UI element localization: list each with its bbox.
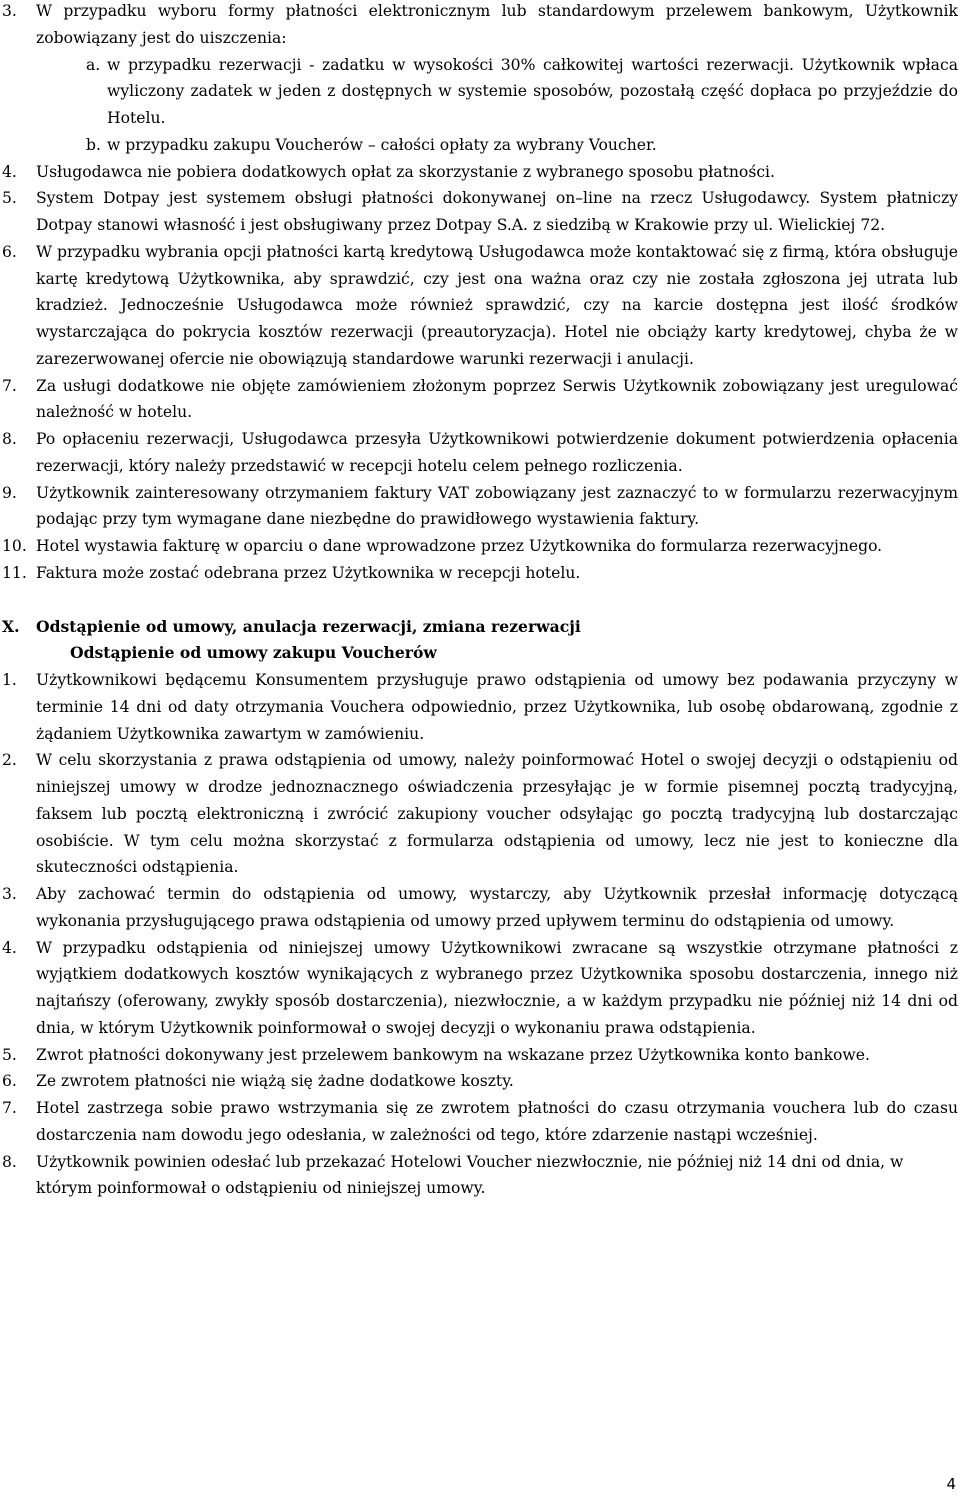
list-item-6 <box>0 239 958 373</box>
list-item-text: W przypadku wybrania opcji płatności kartą kredytową Usługodawca może kontaktować się z firmą, która obsługuje kartę kredytową Użytkownika, aby sprawdzić, czy jest ona ważna oraz czy nie została zgłoszona jej utrata lub kradzież. Jednocześnie Usługodawca może również sprawdzić, czy na karcie dostępna jest ilość środków wystarczająca do pokrycia kosztów rezerwacji (preautoryzacja). Hotel nie obciąży karty kredytowej, chyba że w zarezerwowanej ofercie nie obowiązują standardowe warunki rezerwacji i anulacji. <box>36 242 958 368</box>
list-item-number: 11. <box>2 563 27 582</box>
sub-item-letter: a. <box>86 55 101 74</box>
list-item-text: Faktura może zostać odebrana przez Użytkownika w recepcji hotelu. <box>36 563 581 582</box>
list-item-x-4 <box>0 935 958 1042</box>
list-item-text: W przypadku wyboru formy płatności elektronicznym lub standardowym przelewem bankowym, Użytkownik zobowiązany jest do uiszczenia: <box>36 2 958 47</box>
list-item-number: 3. <box>2 885 17 903</box>
list-item-text: W przypadku odstąpienia od niniejszej umowy Użytkownikowi zwracane są wszystkie otrzymane płatności z wyjątkiem dodatkowych kosztów wynikających z wybranego przez Użytkownika sposobu dostarczenia, innego niż najtańszy (oferowany, zwykły sposób dostarczenia), niezwłocznie, a w każdym przypadku nie później niż 14 dni od dnia, w którym Użytkownik poinformował o swojej decyzji o wykonaniu prawa odstąpienia. <box>36 938 958 1037</box>
list-item-text: Ze zwrotem płatności nie wiążą się żadne dodatkowe koszty. <box>36 1072 514 1091</box>
list-item-number: 7. <box>2 376 17 395</box>
list-item-4 <box>0 159 958 186</box>
list-item-number: 6. <box>2 1072 17 1091</box>
list-item-text: Usługodawca nie pobiera dodatkowych opłat za skorzystanie z wybranego sposobu płatności. <box>36 162 775 181</box>
list-item-9 <box>0 480 958 534</box>
list-item-text: Aby zachować termin do odstąpienia od umowy, wystarczy, aby Użytkownik przesłał informację dotyczącą wykonania przysługującego prawa odstąpienia od umowy przed upływem terminu do odstąpienia od umowy. <box>36 885 958 930</box>
sub-item-text: w przypadku zakupu Voucherów – całości opłaty za wybrany Voucher. <box>107 135 657 154</box>
page-number: 4 <box>946 1475 956 1493</box>
list-item-number: 6. <box>2 242 17 261</box>
list-item-number: 2. <box>2 751 17 770</box>
list-item-10 <box>0 533 958 560</box>
list-item-number: 1. <box>2 671 17 689</box>
list-item-text: Użytkownikowi będącemu Konsumentem przysługuje prawo odstąpienia od umowy bez podawania przyczyny w terminie 14 dni od daty otrzymania Vouchera odpowiednio, przez Użytkownika, lub osobę obdarowaną, zgodnie z żądaniem Użytkownika zawartym w zamówieniu. <box>36 671 958 743</box>
list-item-text: Hotel zastrzega sobie prawo wstrzymania się ze zwrotem płatności do czasu otrzymania vouchera lub do czasu dostarczenia nam dowodu jego odesłania, w zależności od tego, które zdarzenie nastąpi wcześniej. <box>36 1099 958 1144</box>
list-item-text: Zwrot płatności dokonywany jest przelewem bankowym na wskazane przez Użytkownika konto bankowe. <box>36 1045 870 1064</box>
list-item-x-3 <box>0 881 958 935</box>
list-item-number: 8. <box>2 1152 17 1171</box>
list-item-x-6 <box>0 1068 958 1095</box>
list-item-text: W celu skorzystania z prawa odstąpienia od umowy, należy poinformować Hotel o swojej decyzji o odstąpieniu od niniejszej umowy w drodze jednoznacznego oświadczenia przesyłając je w formie pisemnej pocztą tradycyjną, faksem lub pocztą elektroniczną i zwrócić zakupiony voucher odsyłając go pocztą tradycyjną lub dostarczając osobiście. W tym celu można skorzystać z formularza odstąpienia od umowy, lecz nie jest to konieczne dla skuteczności odstąpienia. <box>36 751 958 877</box>
list-item-text: Za usługi dodatkowe nie objęte zamówieniem złożonym poprzez Serwis Użytkownik zobowiązany jest uregulować należność w hotelu. <box>36 376 958 422</box>
list-item-number: 5. <box>2 189 17 208</box>
list-item-5 <box>0 185 958 239</box>
list-item-number: 4. <box>2 938 17 957</box>
list-item-text: Hotel wystawia fakturę w oparciu o dane wprowadzone przez Użytkownika do formularza rezerwacyjnego. <box>36 537 883 555</box>
sub-item-text: w przypadku rezerwacji - zadatku w wysokości 30% całkowitej wartości rezerwacji. Użytkownik wpłaca wyliczony zadatek w jeden z dostępnych w systemie sposobów, pozostałą część dopłaca po przyjeździe do Hotelu. <box>107 55 958 127</box>
list-item-number: 5. <box>2 1045 17 1064</box>
list-item-x-5 <box>0 1042 958 1069</box>
section-title <box>0 614 958 641</box>
list-item-number: 9. <box>2 483 17 502</box>
list-item-11 <box>0 560 958 587</box>
list-item-text: Użytkownik zainteresowany otrzymaniem faktury VAT zobowiązany jest zaznaczyć to w formularzu rezerwacyjnym podając przy tym wymagane dane niezbędne do prawidłowego wystawienia faktury. <box>36 483 958 529</box>
sub-item-letter: b. <box>86 135 101 154</box>
list-item-7 <box>0 373 958 427</box>
list-item-x-8 <box>0 1149 958 1203</box>
section-subtitle: Odstąpienie od umowy zakupu Voucherów <box>70 643 437 663</box>
sub-item-b <box>0 132 958 159</box>
section-number: X. <box>2 616 20 636</box>
list-item-x-1 <box>0 667 958 747</box>
list-item-number: 3. <box>2 2 17 20</box>
list-item-number: 7. <box>2 1099 17 1117</box>
list-item-x-7 <box>0 1095 958 1149</box>
list-item-number: 4. <box>2 162 17 181</box>
list-item-8 <box>0 426 958 480</box>
list-item-text: System Dotpay jest systemem obsługi płatności dokonywanej on–line na rzecz Usługodawcy. System płatniczy Dotpay stanowi własność i jest obsługiwany przez Dotpay S.A. z siedzibą w Krakowie przy ul. Wielickiej 72. <box>36 189 958 234</box>
list-item-text: Po opłaceniu rezerwacji, Usługodawca przesyła Użytkownikowi potwierdzenie dokument potwierdzenia opłacenia rezerwacji, który należy przedstawić w recepcji hotelu celem pełnego rozliczenia. <box>36 430 958 475</box>
sub-item-a <box>0 52 958 132</box>
list-item-number: 8. <box>2 430 17 448</box>
list-item-number: 10. <box>2 537 27 555</box>
list-item-3 <box>0 0 958 52</box>
section-title-text: Odstąpienie od umowy, anulacja rezerwacji, zmiana rezerwacji <box>36 616 581 636</box>
list-item-text: Użytkownik powinien odesłać lub przekazać Hotelowi Voucher niezwłocznie, nie później niż 14 dni od dnia, w którym poinformował o odstąpieniu od niniejszej umowy. <box>36 1152 904 1198</box>
list-item-x-2 <box>0 747 958 881</box>
